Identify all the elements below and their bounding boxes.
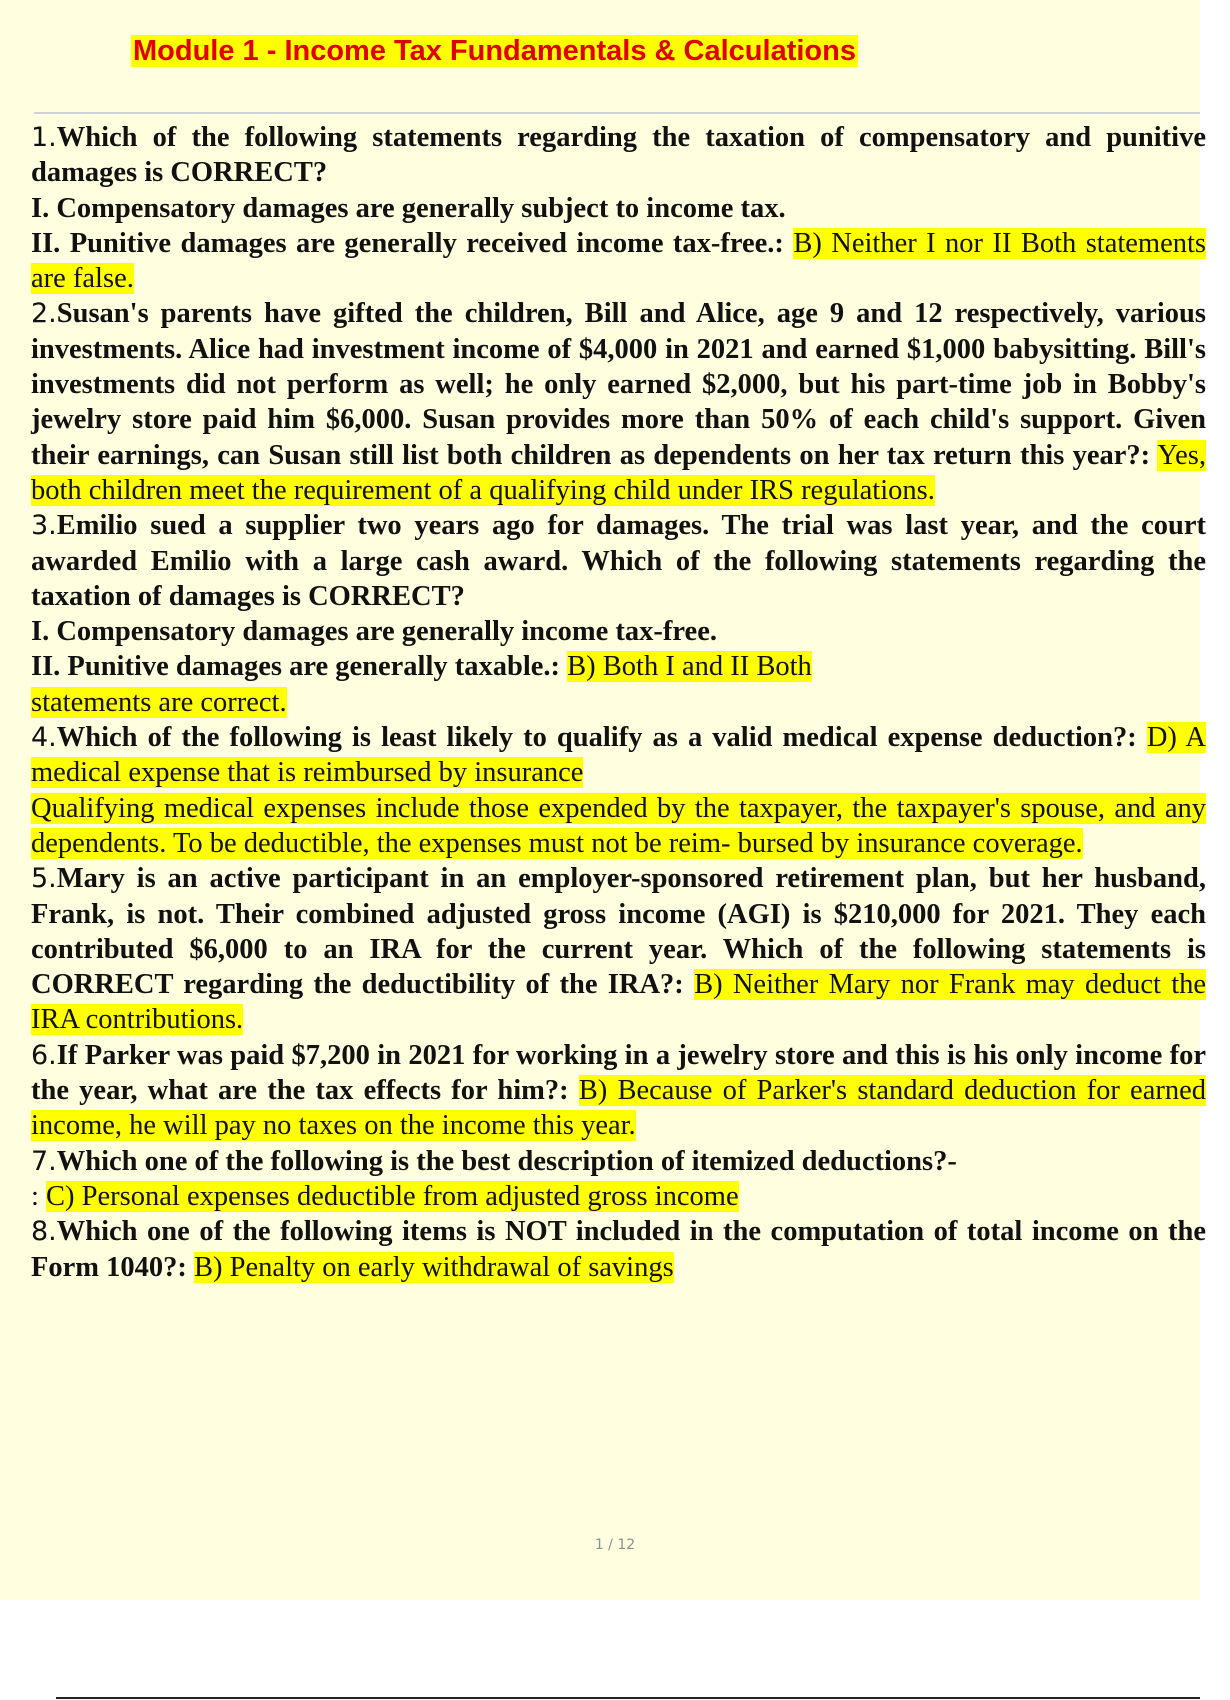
question-number: 7. [31, 1145, 57, 1177]
question-number: 3. [31, 510, 57, 542]
question-number: 4. [31, 722, 57, 754]
answer-separator: : [31, 1180, 39, 1212]
question-text: Which one of the following items is NOT included in the computation of total income on the Form 1040?: [31, 1216, 1206, 1283]
title-divider [34, 112, 1200, 114]
question-5 [31, 861, 1206, 1037]
answer-highlight: B) Because of Parker's standard deduction for earned income, he will pay no taxes on the income this year. [31, 1075, 1206, 1142]
question-3 [31, 508, 1206, 720]
statement-ii: II. Punitive damages are generally taxable.: [31, 651, 561, 683]
question-text: Which of the following statements regarding the taxation of compensatory and punitive damages is CORRECT? [31, 122, 1206, 189]
question-text: Mary is an active participant in an employer-sponsored retirement plan, but her husband, Frank, is not. Their combined adjusted gross income (AGI) is $210,000 for 2021. They each contributed $6,000 to an IRA for the current year. Which of the following statements is CORRECT regarding the deductibility of the IRA?: [31, 863, 1206, 1001]
title-text: Module 1 - Income Tax Fundamentals & Calculations [133, 35, 856, 67]
answer-highlight: D) A medical expense that is reimbursed by insurance [31, 722, 1206, 789]
question-list [31, 120, 1206, 1285]
question-text: Emilio sued a supplier two years ago for damages. The trial was last year, and the court awarded Emilio with a large cash award. Which of the following statements regarding the taxation of damages is CORRECT? [31, 510, 1206, 612]
answer-highlight: B) Both I and II Both [567, 651, 812, 683]
question-6 [31, 1038, 1206, 1144]
question-1 [31, 120, 1206, 296]
question-text: Susan's parents have gifted the children, Bill and Alice, age 9 and 12 respectively, various investments. Alice had investment income of $4,000 in 2021 and earned $1,000 babysitting. Bill's investments did not perform as well; he only earned $2,000, but his part-time job in Bobby's jewelry store paid him $6,000. Susan provides more than 50% of each child's support. Given their earnings, can Susan still list both children as dependents on her tax return this year?: [31, 298, 1206, 471]
next-page-divider [56, 1697, 1200, 1699]
answer-highlight: C) Personal expenses deductible from adjusted gross income [46, 1180, 739, 1212]
statement-ii: II. Punitive damages are generally received income tax-free.: [31, 227, 784, 259]
question-number: 6. [31, 1039, 57, 1071]
question-2 [31, 296, 1206, 508]
question-number: 2. [31, 298, 57, 330]
question-text: If Parker was paid $7,200 in 2021 for working in a jewelry store and this is his only income for the year, what are the tax effects for him?: [31, 1039, 1206, 1107]
answer-highlight-continued: statements are correct. [31, 686, 287, 718]
question-text: Which of the following is least likely to qualify as a valid medical expense deduction?: [56, 722, 1137, 754]
statement-i: I. Compensatory damages are generally income tax-free. [31, 616, 717, 648]
question-number: 1. [31, 122, 57, 153]
question-4 [31, 720, 1206, 861]
question-7 [31, 1144, 1206, 1215]
statement-i: I. Compensatory damages are generally subject to income tax. [31, 192, 786, 224]
question-number: 5. [31, 863, 57, 895]
page-title [131, 32, 858, 70]
answer-highlight: Yes, both children meet the requirement of a qualifying child under IRS regulations. [31, 439, 1207, 506]
question-number: 8. [31, 1216, 57, 1248]
question-text: Which one of the following is the best description of itemized deductions?- [56, 1145, 957, 1177]
answer-explanation: Qualifying medical expenses include those expended by the taxpayer, the taxpayer's spouse, and any dependents. To be deductible, the expenses must not be reim- bursed by insurance coverage. [31, 792, 1206, 859]
answer-highlight: B) Neither Mary nor Frank may deduct the IRA contributions. [31, 969, 1207, 1036]
question-8 [31, 1214, 1206, 1285]
answer-highlight: B) Neither I nor II Both statements are false. [31, 227, 1207, 295]
answer-highlight: B) Penalty on early withdrawal of savings [194, 1251, 674, 1283]
page-number: 1 / 12 [594, 1537, 636, 1553]
